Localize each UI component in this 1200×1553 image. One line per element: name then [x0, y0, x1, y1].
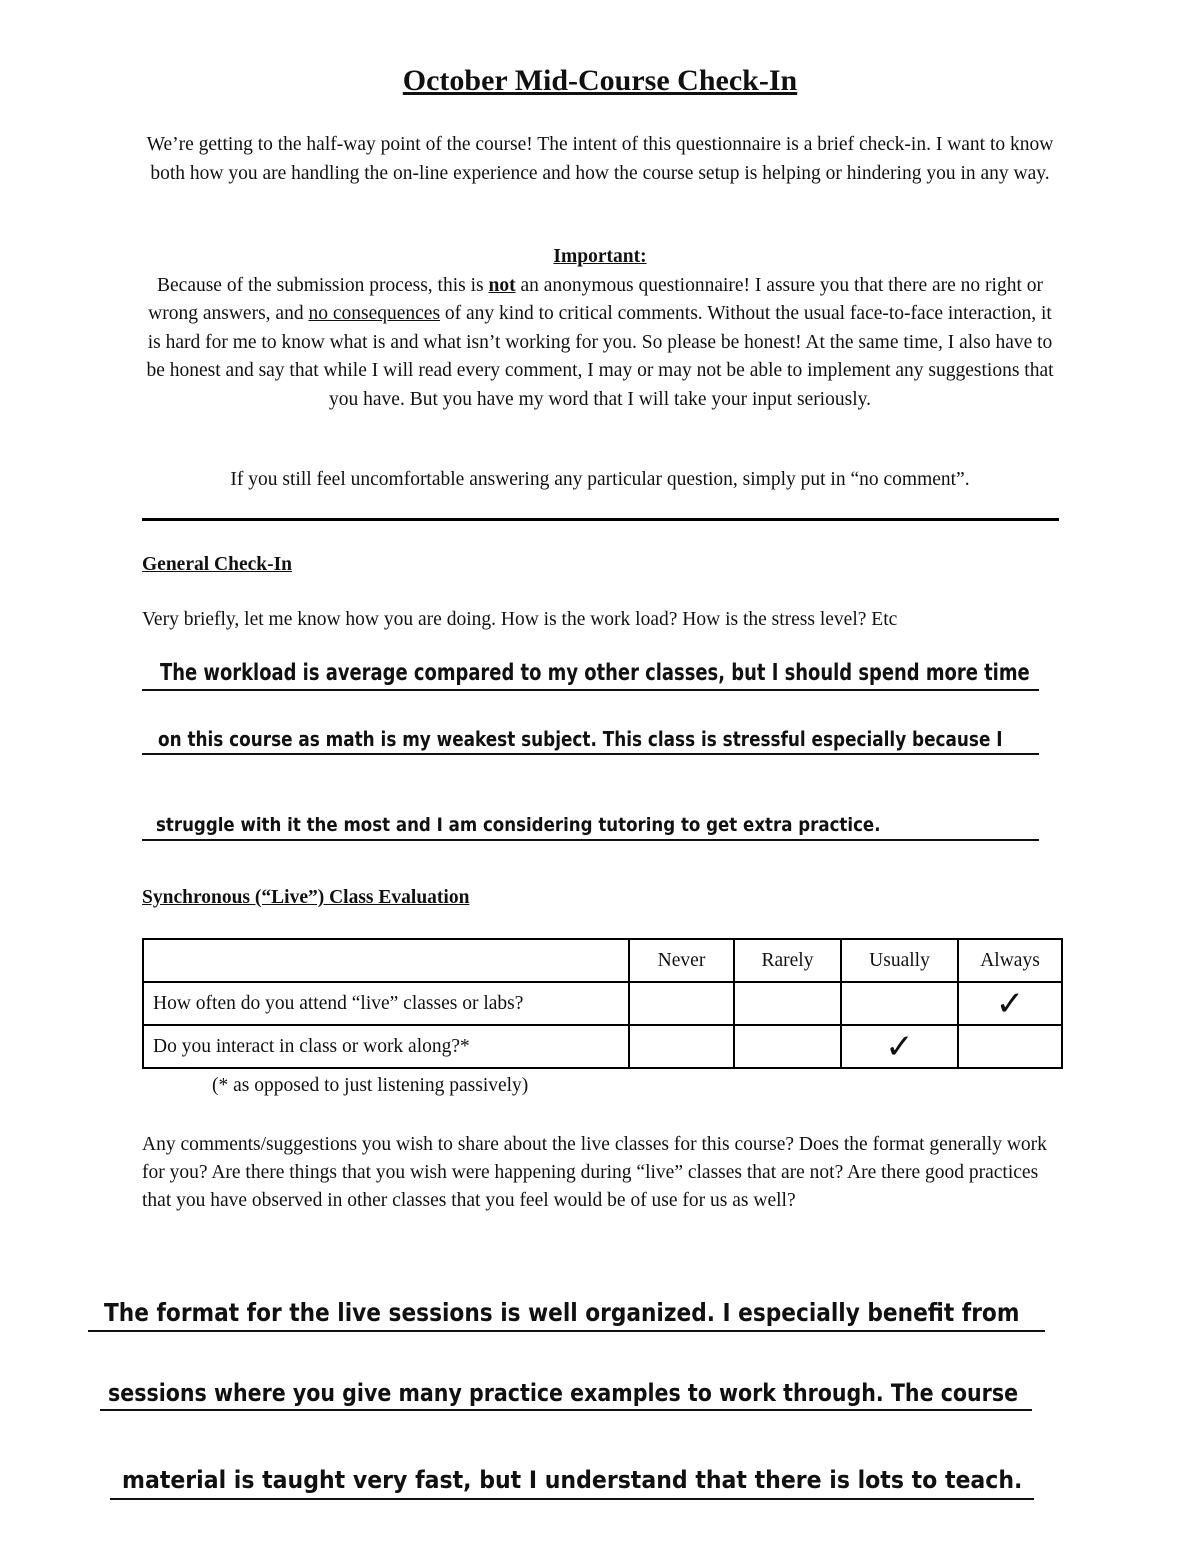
important-paragraph — [140, 272, 1060, 415]
interaction-never-cell[interactable] — [629, 1025, 734, 1068]
option-header-never: Never — [629, 939, 734, 982]
general-answer-line-2: on this course as math is my weakest subject. This class is stressful especially because I — [158, 727, 1003, 751]
important-text-2: an anonymous questionnaire! I assure you that there are no right or wrong answers, and — [148, 274, 1043, 324]
important-section — [140, 243, 1060, 414]
table-corner-cell — [143, 939, 629, 982]
attendance-question: How often do you attend “live” classes or labs? — [143, 982, 629, 1025]
important-text-3: of any kind to critical comments. Without the usual face-to-face interaction, it is hard for me to know what is and what isn’t working for you. So please be honest! At the same time, I also have to be honest and say that while I will read every comment, I may or may not be able to implement any suggestions that you have. But you have my word that I will take your input seriously. — [146, 303, 1054, 410]
table-row — [143, 982, 1062, 1025]
option-header-always: Always — [958, 939, 1062, 982]
answer-line — [100, 1409, 1032, 1411]
answer-line — [88, 1330, 1045, 1332]
not-emphasis: not — [488, 274, 516, 296]
sync-answer-line-2: sessions where you give many practice examples to work through. The course — [108, 1379, 1019, 1407]
interaction-usually-check[interactable]: ✓ — [841, 1025, 958, 1068]
option-header-rarely: Rarely — [734, 939, 841, 982]
attendance-never-cell[interactable] — [629, 982, 734, 1025]
option-header-usually: Usually — [841, 939, 958, 982]
interaction-question: Do you interact in class or work along?* — [143, 1025, 629, 1068]
important-heading: Important: — [553, 246, 647, 267]
answer-line — [142, 839, 1039, 841]
answer-line — [142, 753, 1039, 755]
attendance-usually-cell[interactable] — [841, 982, 958, 1025]
attendance-always-check[interactable]: ✓ — [958, 982, 1062, 1025]
intro-paragraph: We’re getting to the half-way point of the course! The intent of this questionnaire is a brief check-in. I want to know both how you are handling the on-line experience and how the course setup is helping or hindering you in any way. — [146, 134, 1054, 184]
no-comment-note: If you still feel uncomfortable answering any particular question, simply put in “no comment”. — [230, 469, 970, 490]
table-footnote: (* as opposed to just listening passively) — [212, 1075, 529, 1096]
table-row — [143, 1025, 1062, 1068]
comment-prompt: Any comments/suggestions you wish to share about the live classes for this course? Does the format generally work for you? Are there things that you wish were happening during “live” classes that are not? Are there good practices that you have observed in other classes that you feel would be of use for us as well? — [142, 1134, 1047, 1211]
general-heading: General Check-In — [142, 554, 293, 575]
answer-line — [142, 689, 1039, 691]
general-answer-line-3: struggle with it the most and I am considering tutoring to get extra practice. — [156, 814, 881, 836]
attendance-rarely-cell[interactable] — [734, 982, 841, 1025]
section-divider — [142, 518, 1059, 521]
page-title: October Mid-Course Check-In — [402, 64, 798, 97]
sync-heading: Synchronous (“Live”) Class Evaluation — [142, 887, 470, 908]
interaction-rarely-cell[interactable] — [734, 1025, 841, 1068]
sync-answer-line-1: The format for the live sessions is well organized. I especially benefit from — [104, 1298, 1020, 1327]
live-class-evaluation-table — [142, 938, 1063, 1069]
general-answer-line-1: The workload is average compared to my other classes, but I should spend more time — [160, 660, 1030, 686]
interaction-always-cell[interactable] — [958, 1025, 1062, 1068]
no-consequences-emphasis: no consequences — [308, 303, 441, 324]
table-header-row — [143, 939, 1062, 982]
general-question: Very briefly, let me know how you are doing. How is the work load? How is the stress level? Etc — [142, 609, 898, 630]
sync-answer-line-3: material is taught very fast, but I understand that there is lots to teach. — [122, 1466, 1023, 1494]
answer-line — [110, 1498, 1034, 1500]
important-text-1: Because of the submission process, this is — [157, 274, 489, 296]
